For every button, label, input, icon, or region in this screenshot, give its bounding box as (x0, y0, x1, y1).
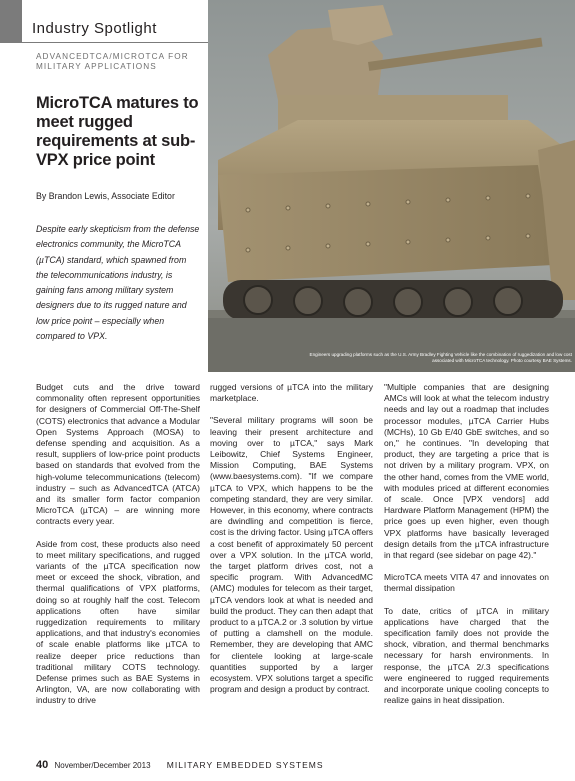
paragraph: To date, critics of µTCA in military applications have charged that the specification family does not provide the shock, vibration, and thermal benchmarks necessary for harsh environments. In response, the µTCA 2/.3 specifications were engineered to rugged requirements and incorporate unique cooling concepts to realize gains in heat dissipation. (384, 605, 549, 706)
article-kicker: ADVANCEDTCA/MICROTCA FOR MILITARY APPLICATIONS (36, 52, 189, 71)
paragraph: rugged versions of µTCA into the military marketplace. (210, 382, 373, 404)
paragraph: Budget cuts and the drive toward commonality often represent opportunities for designers of Commercial Off-The-Shelf (COTS) electronics that advance a Modular Open Systems Approach (MOSA) to defense spending and acquisition. As a result, suppliers of low-price point products based on standards that evolved from the high-volume telecommunications (telecom) industry – such as AdvancedTCA (ATCA) and its smaller form factor companion MicroTCA (µTCA) – are winning more contracts every year. (36, 382, 200, 527)
paragraph: Aside from cost, these products also need to meet military specifications, and rugged variants of the µTCA specification now meet or exceed the shock, vibration, and thermal qualifications of VPX platforms, doing so at roughly half the cost. Telecom applications often have similar ruggedization requirements to military applications, and that industry's economies of scale enable platforms like µTCA to realize deeper price reductions than traditional military COTS technology. Defense primes such as BAE Systems in Arlington, VA, are now collaborating with industry to drive (36, 538, 200, 706)
body-column-3 (384, 382, 549, 717)
photo-caption: Engineers upgrading platforms such as the U.S. Army Bradley Fighting Vehicle like the combination of ruggedization and low cost associated with MicroTCA technology. Photo courtesy BAE Systems. (309, 352, 572, 363)
section-subhead: MicroTCA meets VITA 47 and innovates on thermal dissipation (384, 572, 549, 594)
issue-date: November/December 2013 (54, 761, 151, 770)
section-divider (0, 42, 208, 43)
article-headline: MicroTCA matures to meet rugged requirements at sub-VPX price point (36, 94, 199, 169)
section-title: Industry Spotlight (32, 20, 157, 37)
article-byline: By Brandon Lewis, Associate Editor (36, 191, 175, 201)
page-footer (36, 759, 556, 771)
paragraph: "Several military programs will soon be leaving their present architecture and moving over to µTCA," says Mark Leibowitz, Chief Systems Engineer, Mission Computing, BAE Systems (www.baesystems.com). "If we compare µTCA to VPX, which happens to be the competing standard, they are very similar. However, in this economy, where contracts are dwindling and competition is fierce, cost is the driving factor. Using µTCA offers a cost benefit of approximately 50 percent over a VPX solution. In the µTCA world, the target platform drives cost, not a specific program. With AdvancedMC (AMC) modules for telecom as their target, µTCA vendors look at what is needed and build the product. They can then adapt that product to a µTCA.2 or .3 solution by virtue of putting a clamshell on the module. Remember, they are developing that AMC for clientele looking at large-scale quantities supported by a larger ecosystem. VPX solutions target a specific program and design a product by contract. (210, 415, 373, 695)
body-column-1 (36, 382, 200, 718)
body-column-2 (210, 382, 373, 706)
article-intro: Despite early skepticism from the defense electronics community, the MicroTCA (µTCA) standard, which spawned from the telecommunications industry, is gaining fans among military system designers due to its rugged nature and low price point – especially when compared to VPX. (36, 224, 200, 342)
section-marker (0, 0, 22, 43)
page-number: 40 (36, 759, 49, 771)
magazine-name: MILITARY EMBEDDED SYSTEMS (166, 760, 324, 770)
bradley-vehicle-illustration (208, 0, 575, 372)
vehicle-photo (208, 0, 575, 372)
paragraph: "Multiple companies that are designing AMCs will look at what the telecom industry needs and lay out a roadmap that includes processor modules, µTCA Carrier Hubs (MCHs), 10 Gb E/40 GbE switches, and so on," he continues. "In developing that product, they are targeting a price that is not driven by a military program. VPX, on the other hand, comes from the VME world, with modules priced at different economies of scale. Once [VPX vendors] add Hardware Platform Management (HPM) the price goes up even higher, even though VPX platforms have basically leveraged design details from the µTCA infrastructure in that regard (see sidebar on page 42)." (384, 382, 549, 561)
